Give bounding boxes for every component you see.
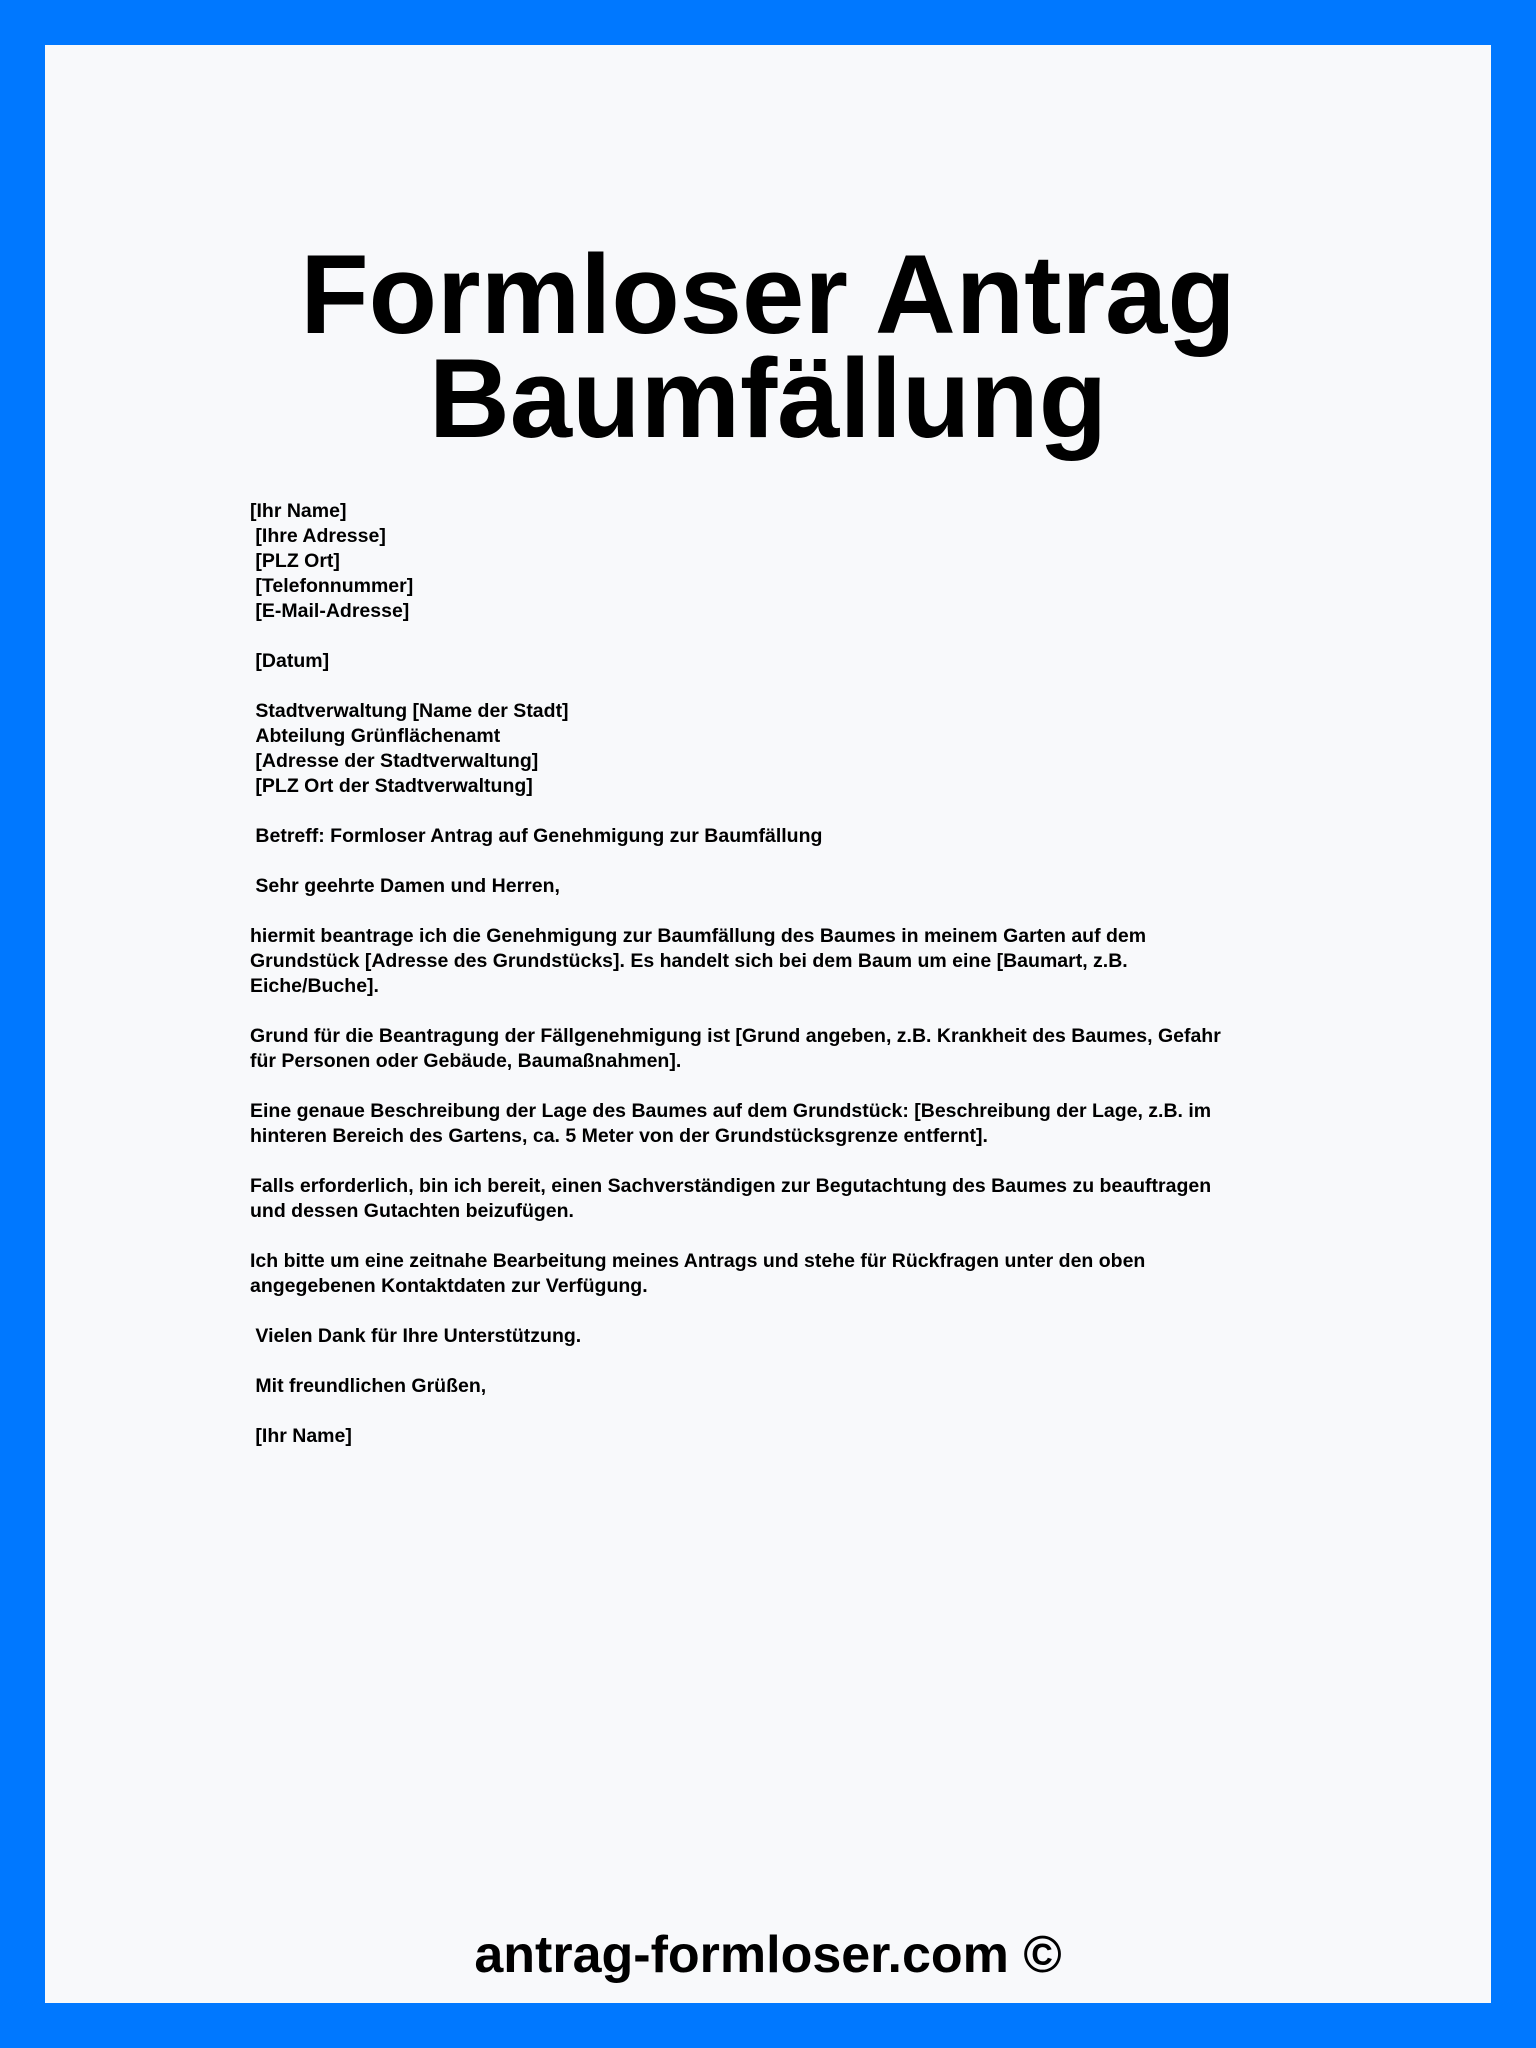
- footer-copyright: antrag-formloser.com ©: [474, 1926, 1062, 1984]
- title-line-2: Baumfällung: [428, 336, 1108, 461]
- title-line-1: Formloser Antrag: [300, 232, 1236, 357]
- page-title: [45, 232, 1491, 461]
- letter-body: [Ihr Name] [Ihre Adresse] [PLZ Ort] [Telefonnummer] [E-Mail-Adresse] [Datum] Stadtverwaltung [Name der Stadt] Abteilung Grünflächenamt [Adresse der Stadtverwaltung] [PLZ Ort der Stadtverwaltung] Betreff: Formloser Antrag auf Genehmigung zur Baumfällung Sehr geehrte Damen und Herren, hiermit beantrage ich die Genehmigung zur Baumfällung des Baumes in meinem Garten auf dem Grundstück [Adresse des Grundstücks]. Es handelt sich bei dem Baum um eine [Baumart, z.B. Eiche/Buche]. Grund für die Beantragung der Fällgenehmigung ist [Grund angeben, z.B. Krankheit des Baumes, Gefahr für Personen oder Gebäude, Baumaßnahmen]. Eine genaue Beschreibung der Lage des Baumes auf dem Grundstück: [Beschreibung der Lage, z.B. im hinteren Bereich des Gartens, ca. 5 Meter von der Grundstücksgrenze entfernt]. Falls erforderlich, bin ich bereit, einen Sachverständigen zur Begutachtung des Baumes zu beauftragen und dessen Gutachten beizufügen. Ich bitte um eine zeitnahe Bearbeitung meines Antrags und stehe für Rückfragen unter den oben angegebenen Kontaktdaten zur Verfügung. Vielen Dank für Ihre Unterstützung. Mit freundlichen Grüßen, [Ihr Name]: [250, 500, 1221, 1447]
- document-page: [45, 45, 1491, 2003]
